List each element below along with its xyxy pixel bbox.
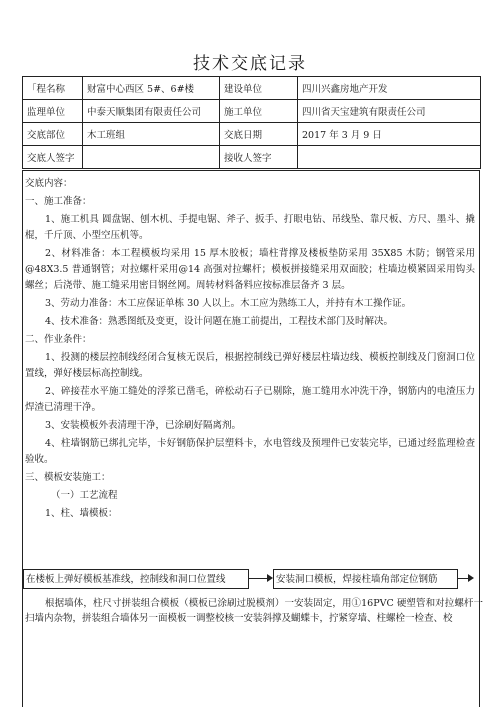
location-value: 木工班组 xyxy=(83,123,220,146)
section-1-paragraph: 1、施工机具 圆盘锯、刨木机、手提电锯、斧子、扳手、打眼电钻、吊线坠、靠尺板、方尺、墨斗、撬棍，千斤顶、小型空压机等。 xyxy=(25,214,475,241)
flow-arrow xyxy=(249,578,267,579)
presenter-signature-value xyxy=(83,146,220,169)
supervisor-label: 监理单位 xyxy=(23,100,83,123)
section-2-paragraph: 3、安装模板外表清理干净，已涂刷好隔离剂。 xyxy=(45,420,242,431)
owner-label: 建设单位 xyxy=(220,77,298,100)
content-intro: 交底内容： xyxy=(25,178,73,189)
date-value: 2017 年 3 月 9 日 xyxy=(298,123,481,146)
section-2-paragraph: 4、柱墙钢筋已绑扎完毕，卡好钢筋保护层塑料卡，水电管线及预埋件已安装完毕，已通过经监理检查验收。 xyxy=(25,438,475,465)
contractor-label: 施工单位 xyxy=(220,100,298,123)
table-row xyxy=(23,100,481,123)
supervisor-value: 中泰天顺集团有限责任公司 xyxy=(83,100,220,123)
process-flow-heading: （一）工艺流程 xyxy=(51,490,118,501)
column-wall-formwork-heading: 1、柱、墙模板： xyxy=(45,508,118,519)
section-1-paragraph: 3、劳动力准备：木工应保证单栋 30 人以上。木工应为熟练工人，并持有木工操作证。 xyxy=(45,298,412,309)
project-name-value: 财富中心西区 5#、6#楼 xyxy=(83,77,220,100)
presenter-signature-label: 交底人签字 xyxy=(23,146,83,169)
location-label: 交底部位 xyxy=(23,123,83,146)
arrow-right-icon xyxy=(468,574,474,582)
process-flow xyxy=(23,569,481,591)
table-row xyxy=(23,123,481,146)
receiver-signature-value xyxy=(298,146,481,169)
date-label: 交底日期 xyxy=(220,123,298,146)
page-title: 技术交底记录 xyxy=(193,54,307,74)
flow-step-box: 安装洞口模板，焊接柱墙角部定位钢筋 xyxy=(273,569,458,589)
section-2-title: 二、作业条件： xyxy=(25,334,92,345)
contractor-value: 四川省天宝建筑有限责任公司 xyxy=(298,100,481,123)
table-row xyxy=(23,77,481,100)
project-name-label: 「程名称 xyxy=(23,77,83,100)
content-section xyxy=(22,170,483,707)
flow-step-box: 在楼板上弹好模板基准线，控制线和洞口位置线 xyxy=(23,569,249,589)
section-1-paragraph: 4、技术准备：熟悉图纸及变更，设计问题在施工前提出，工程技术部门及时解决。 xyxy=(45,316,394,327)
bottom-paragraph: 根据墙体，柱尺寸拼装组合模板（模板已涂刷过脱模剂）一安装固定，用①16PVC 硬塑管和对拉螺杆一扫墙内杂物，拼装组合墙体另一面模板一调整校核一安装斜撑及蝴蝶卡，拧紧穿墙、柱螺栓一检查、校 xyxy=(25,598,483,624)
section-2-paragraph: 1、投测的楼层控制线经闭合复核无误后，根据控制线已弹好楼层柱墙边线、模板控制线及门窗洞口位置线，弹好楼层标高控制线。 xyxy=(25,352,475,379)
table-row xyxy=(23,146,481,169)
section-3-title: 三、模板安装施工： xyxy=(25,472,111,483)
section-1-paragraph: 2、材料准备：本工程模板均采用 15 厚木胶板；墙柱背撑及楼板垫防采用 35X85 木防；钢管采用@48X3.5 普通钢管；对拉螺杆采用@14 高强对拉螺杆；模板拼接缝采用双面胶；柱墙边模紧固采用钩头螺丝；后浇带、施工缝采用密目钢丝网。周转材料备料应按标准层备齐 3 层。 xyxy=(25,248,475,291)
receiver-signature-label: 接收人签字 xyxy=(220,146,298,169)
header-table xyxy=(22,76,481,169)
section-1-title: 一、施工准备： xyxy=(25,196,92,207)
flow-arrow xyxy=(458,578,468,579)
owner-value: 四川兴鑫房地产开发 xyxy=(298,77,481,100)
section-2-paragraph: 2、碎接茬水平施工缝处的浮浆已凿毛，碎松动石子已剔除，施工缝用水冲洗干净，钢筋内的电渣压力焊渣已清理干净。 xyxy=(25,386,475,413)
